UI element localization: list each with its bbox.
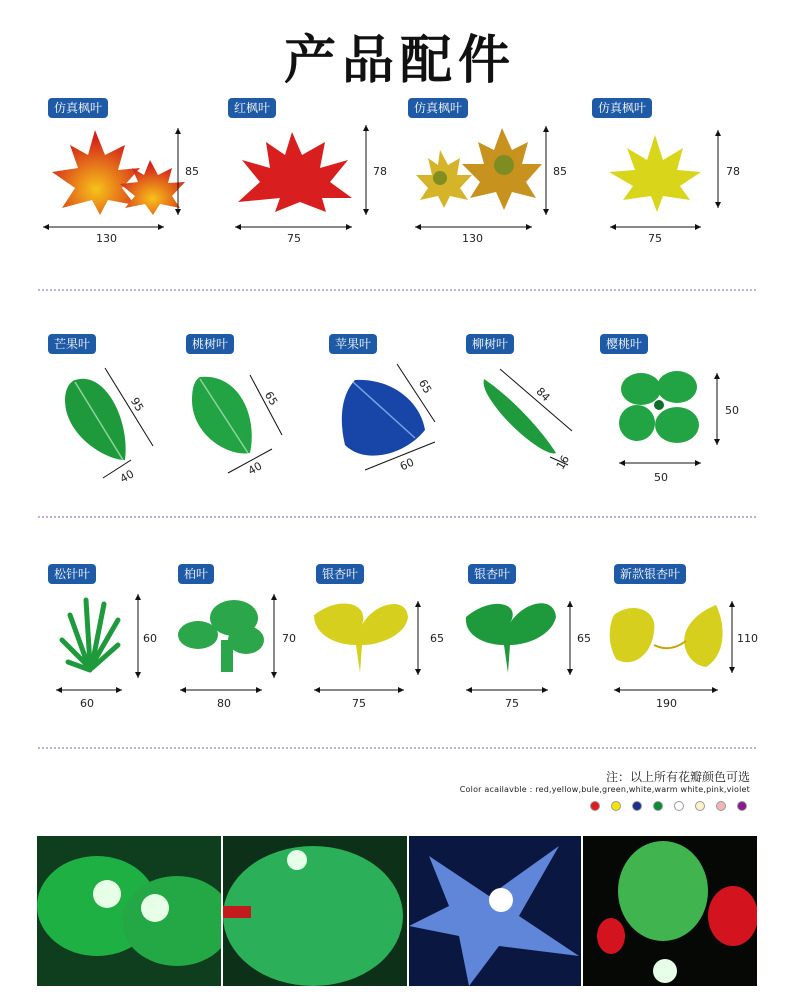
- tag-artificial-maple-1: 仿真枫叶: [48, 98, 108, 118]
- separator-3: [38, 747, 756, 749]
- cherry-leaf-image: [615, 365, 745, 475]
- cypress-leaf-image: [176, 590, 306, 700]
- dim-width-new-ginkgo: 190: [656, 697, 677, 710]
- color-swatch: [590, 801, 600, 811]
- peach-leaf-image: [188, 365, 298, 485]
- page-title: 产品配件: [283, 31, 516, 91]
- ginkgo-leaf-green-image: [462, 595, 602, 700]
- dim-length-mango: 95: [127, 395, 147, 414]
- new-ginkgo-leaf-image: [606, 595, 766, 700]
- dim-height-cherry: 50: [725, 404, 739, 417]
- dim-height-3: 85: [553, 165, 567, 178]
- tag-mango-leaf: 芒果叶: [48, 334, 96, 354]
- tag-ginkgo-1: 银杏叶: [316, 564, 364, 584]
- separator-2: [38, 516, 756, 518]
- dim-width-1: 130: [96, 232, 117, 245]
- dim-width-mango: 40: [117, 467, 137, 486]
- color-swatch: [716, 801, 726, 811]
- dim-length-apple: 65: [415, 377, 435, 396]
- dim-height-new-ginkgo: 110: [737, 632, 758, 645]
- dim-height-cypress: 70: [282, 632, 296, 645]
- tag-artificial-maple-3: 仿真枫叶: [592, 98, 652, 118]
- tag-cherry-leaf: 樱桃叶: [600, 334, 648, 354]
- apple-leaf-image: [335, 360, 455, 480]
- color-swatch: [674, 801, 684, 811]
- dim-width-apple: 60: [397, 455, 417, 474]
- tag-peach-leaf: 桃树叶: [186, 334, 234, 354]
- color-note-cn: 注：以上所有花瓣颜色可选: [605, 770, 750, 784]
- tag-red-maple: 红枫叶: [228, 98, 276, 118]
- dim-width-ginkgo-1: 75: [352, 697, 366, 710]
- photo-blue-maple-led: [409, 836, 581, 986]
- dim-width-willow: 16: [553, 453, 573, 472]
- dim-height-1: 85: [185, 165, 199, 178]
- color-swatch: [695, 801, 705, 811]
- photo-green-cypress-led: [223, 836, 407, 986]
- dim-height-ginkgo-1: 65: [430, 632, 444, 645]
- tag-pine-needle: 松针叶: [48, 564, 96, 584]
- photo-green-leaf-red-led: [583, 836, 757, 986]
- color-note-en: Color acailavble : red,yellow,bule,green,white,warm white,pink,violet: [459, 785, 750, 794]
- dim-width-3: 130: [462, 232, 483, 245]
- tag-cypress: 柏叶: [178, 564, 214, 584]
- ginkgo-leaf-yellow-image: [310, 595, 450, 700]
- maple-leaf-red-yellow-image: [40, 120, 220, 250]
- tag-artificial-maple-2: 仿真枫叶: [408, 98, 468, 118]
- pine-needle-leaf-image: [52, 590, 162, 700]
- photo-green-maple-led: [37, 836, 221, 986]
- tag-new-ginkgo: 新款银杏叶: [614, 564, 686, 584]
- dim-height-ginkgo-2: 65: [577, 632, 591, 645]
- dim-length-peach: 65: [261, 389, 281, 408]
- dim-width-4: 75: [648, 232, 662, 245]
- tag-willow-leaf: 柳树叶: [466, 334, 514, 354]
- dim-width-cherry: 50: [654, 471, 668, 484]
- color-swatch: [737, 801, 747, 811]
- mango-leaf-image: [55, 360, 165, 490]
- dim-length-willow: 84: [533, 384, 553, 405]
- dim-width-pine: 60: [80, 697, 94, 710]
- dim-width-cypress: 80: [217, 697, 231, 710]
- dim-width-2: 75: [287, 232, 301, 245]
- red-maple-leaf-image: [230, 120, 400, 250]
- color-swatch: [611, 801, 621, 811]
- dim-height-4: 78: [726, 165, 740, 178]
- separator-1: [38, 289, 756, 291]
- dim-width-ginkgo-2: 75: [505, 697, 519, 710]
- autumn-maple-leaf-image: [410, 120, 580, 250]
- dim-height-pine: 60: [143, 632, 157, 645]
- tag-apple-leaf: 苹果叶: [329, 334, 377, 354]
- tag-ginkgo-2: 银杏叶: [468, 564, 516, 584]
- dim-height-2: 78: [373, 165, 387, 178]
- yellow-maple-leaf-image: [605, 120, 755, 250]
- color-swatch: [653, 801, 663, 811]
- color-swatch: [632, 801, 642, 811]
- dim-width-peach: 40: [245, 459, 265, 478]
